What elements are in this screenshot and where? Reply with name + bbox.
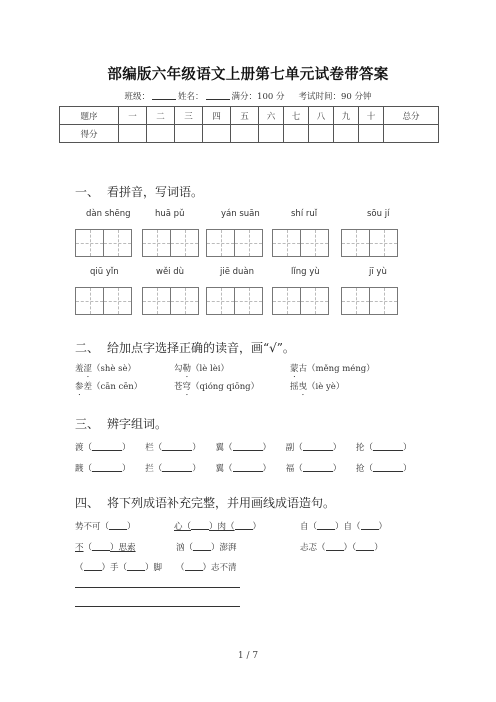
answer-blank[interactable] (233, 463, 263, 472)
section-number: 三、 (75, 417, 100, 431)
score-cell[interactable] (259, 125, 284, 143)
score-header-cell: 总分 (384, 107, 439, 125)
answer-blank[interactable] (162, 442, 192, 451)
answer-blank[interactable] (162, 463, 192, 472)
section-number: 四、 (75, 496, 100, 510)
score-header-cell: 七 (284, 107, 309, 125)
section-title: 将下列成语补充完整，并用画线成语造句。 (107, 496, 336, 510)
reading-item: 勾勒（lè lèi） (174, 364, 229, 374)
section-2-heading (75, 339, 295, 356)
full-score: 满分：100 分 (231, 92, 285, 102)
pinyin-label: dàn shēng (86, 209, 131, 219)
sentence-answer-line[interactable] (75, 587, 240, 588)
idiom-item: 势不可（ ） (75, 522, 136, 532)
answer-blank[interactable] (373, 442, 403, 451)
score-header-row (60, 107, 439, 125)
pinyin-label: yán suān (221, 209, 260, 219)
answer-blank[interactable] (235, 521, 253, 530)
name-label: 姓名： (178, 92, 204, 102)
score-cell[interactable] (334, 125, 359, 143)
reading-item: 羞涩（shè sè） (75, 364, 136, 374)
sentence-answer-line[interactable] (75, 606, 240, 607)
writing-grid[interactable] (272, 287, 329, 315)
reading-item: 蒙古（měng méng） (290, 364, 375, 374)
section-1-heading (75, 183, 203, 200)
name-blank (206, 91, 230, 100)
writing-grid[interactable] (206, 287, 263, 315)
class-blank (152, 91, 176, 100)
pinyin-row-1 (0, 209, 496, 221)
answer-blank[interactable] (193, 542, 211, 551)
answer-blank[interactable] (84, 562, 102, 571)
score-header-cell: 五 (231, 107, 259, 125)
score-header-cell: 二 (147, 107, 175, 125)
writing-grid[interactable] (341, 229, 398, 257)
answer-blank[interactable] (326, 542, 344, 551)
section-4-heading (75, 494, 335, 511)
score-header-cell: 一 (119, 107, 147, 125)
score-header-cell: 题序 (60, 107, 119, 125)
score-cell[interactable] (231, 125, 259, 143)
writing-grid[interactable] (206, 229, 263, 257)
word-group-row-2: 踱（ ） 拦（ ） 翼（ ） 福（ ） 抢（ ） (75, 464, 412, 474)
answer-blank[interactable] (127, 562, 145, 571)
answer-blank[interactable] (92, 442, 122, 451)
score-cell[interactable] (384, 125, 439, 143)
writing-grid[interactable] (75, 229, 132, 257)
answer-blank[interactable] (191, 521, 209, 530)
idiom-item: 不（ ）思索 (75, 543, 136, 553)
score-cell[interactable] (309, 125, 334, 143)
idiom-item: （ ）手（ ）脚 (75, 563, 163, 573)
idiom-item: 心（ ）肉（ ） (174, 522, 262, 532)
exam-meta (0, 90, 496, 102)
writing-grid[interactable] (272, 229, 329, 257)
class-label: 班级： (124, 92, 151, 102)
score-cell[interactable] (147, 125, 175, 143)
pinyin-label: qiū yǐn (90, 267, 119, 277)
section-title: 辨字组词。 (107, 417, 168, 431)
word-group-row-1: 渡（ ） 栏（ ） 翼（ ） 副（ ） 抡（ ） (75, 443, 412, 453)
pinyin-label: jī yù (369, 267, 387, 277)
score-header-cell: 三 (175, 107, 203, 125)
answer-blank[interactable] (303, 463, 333, 472)
section-title: 看拼音，写词语。 (107, 185, 204, 199)
idiom-item: （ ）志不清 (176, 563, 237, 573)
section-title: 给加点字选择正确的读音，画“√”。 (107, 341, 295, 355)
reading-item: 参差（cān cēn） (75, 382, 143, 392)
answer-blank[interactable] (233, 442, 263, 451)
section-number: 一、 (75, 185, 100, 199)
pinyin-label: jiē duàn (220, 267, 255, 277)
score-header-cell: 四 (203, 107, 231, 125)
answer-blank[interactable] (356, 542, 374, 551)
score-cell[interactable] (175, 125, 203, 143)
answer-blank[interactable] (109, 521, 127, 530)
writing-grid[interactable] (142, 229, 199, 257)
score-cell[interactable] (203, 125, 231, 143)
section-number: 二、 (75, 341, 100, 355)
answer-blank[interactable] (92, 542, 110, 551)
answer-blank[interactable] (317, 521, 335, 530)
page-title: 部编版六年级语文上册第七单元试卷带答案 (107, 67, 389, 83)
score-table (59, 106, 439, 143)
pinyin-label: wěi dù (156, 267, 185, 277)
score-header-cell: 六 (259, 107, 284, 125)
pinyin-label: huā pǔ (155, 209, 185, 219)
score-cell[interactable] (359, 125, 384, 143)
pinyin-label: lǐng yù (291, 267, 320, 277)
idiom-item: 忐忑（ ）（ ） (300, 543, 383, 553)
pinyin-label: shí ruǐ (291, 209, 318, 219)
writing-grid[interactable] (341, 287, 398, 315)
pinyin-row-2 (0, 267, 496, 279)
reading-item: 苍穹（qióng qiōng） (174, 382, 260, 392)
page-number: 1 / 7 (237, 651, 259, 661)
score-cell[interactable] (284, 125, 309, 143)
score-row-label: 得分 (60, 125, 119, 143)
idiom-item: 自（ ）自（ ） (300, 522, 388, 532)
score-header-cell: 八 (309, 107, 334, 125)
writing-grid[interactable] (142, 287, 199, 315)
writing-grid[interactable] (75, 287, 132, 315)
score-header-cell: 十 (359, 107, 384, 125)
answer-blank[interactable] (185, 562, 203, 571)
answer-blank[interactable] (92, 463, 122, 472)
reading-item: 摇曳（iè yè） (290, 382, 345, 392)
score-header-cell: 九 (334, 107, 359, 125)
score-value-row (60, 125, 439, 143)
section-3-heading (75, 415, 167, 432)
idiom-item: 汹（ ）澎湃 (176, 543, 237, 553)
score-cell[interactable] (119, 125, 147, 143)
pinyin-label: sōu jí (367, 209, 390, 219)
answer-blank[interactable] (373, 463, 403, 472)
answer-blank[interactable] (303, 442, 333, 451)
exam-time: 考试时间：90 分钟 (298, 92, 372, 102)
answer-blank[interactable] (361, 521, 379, 530)
